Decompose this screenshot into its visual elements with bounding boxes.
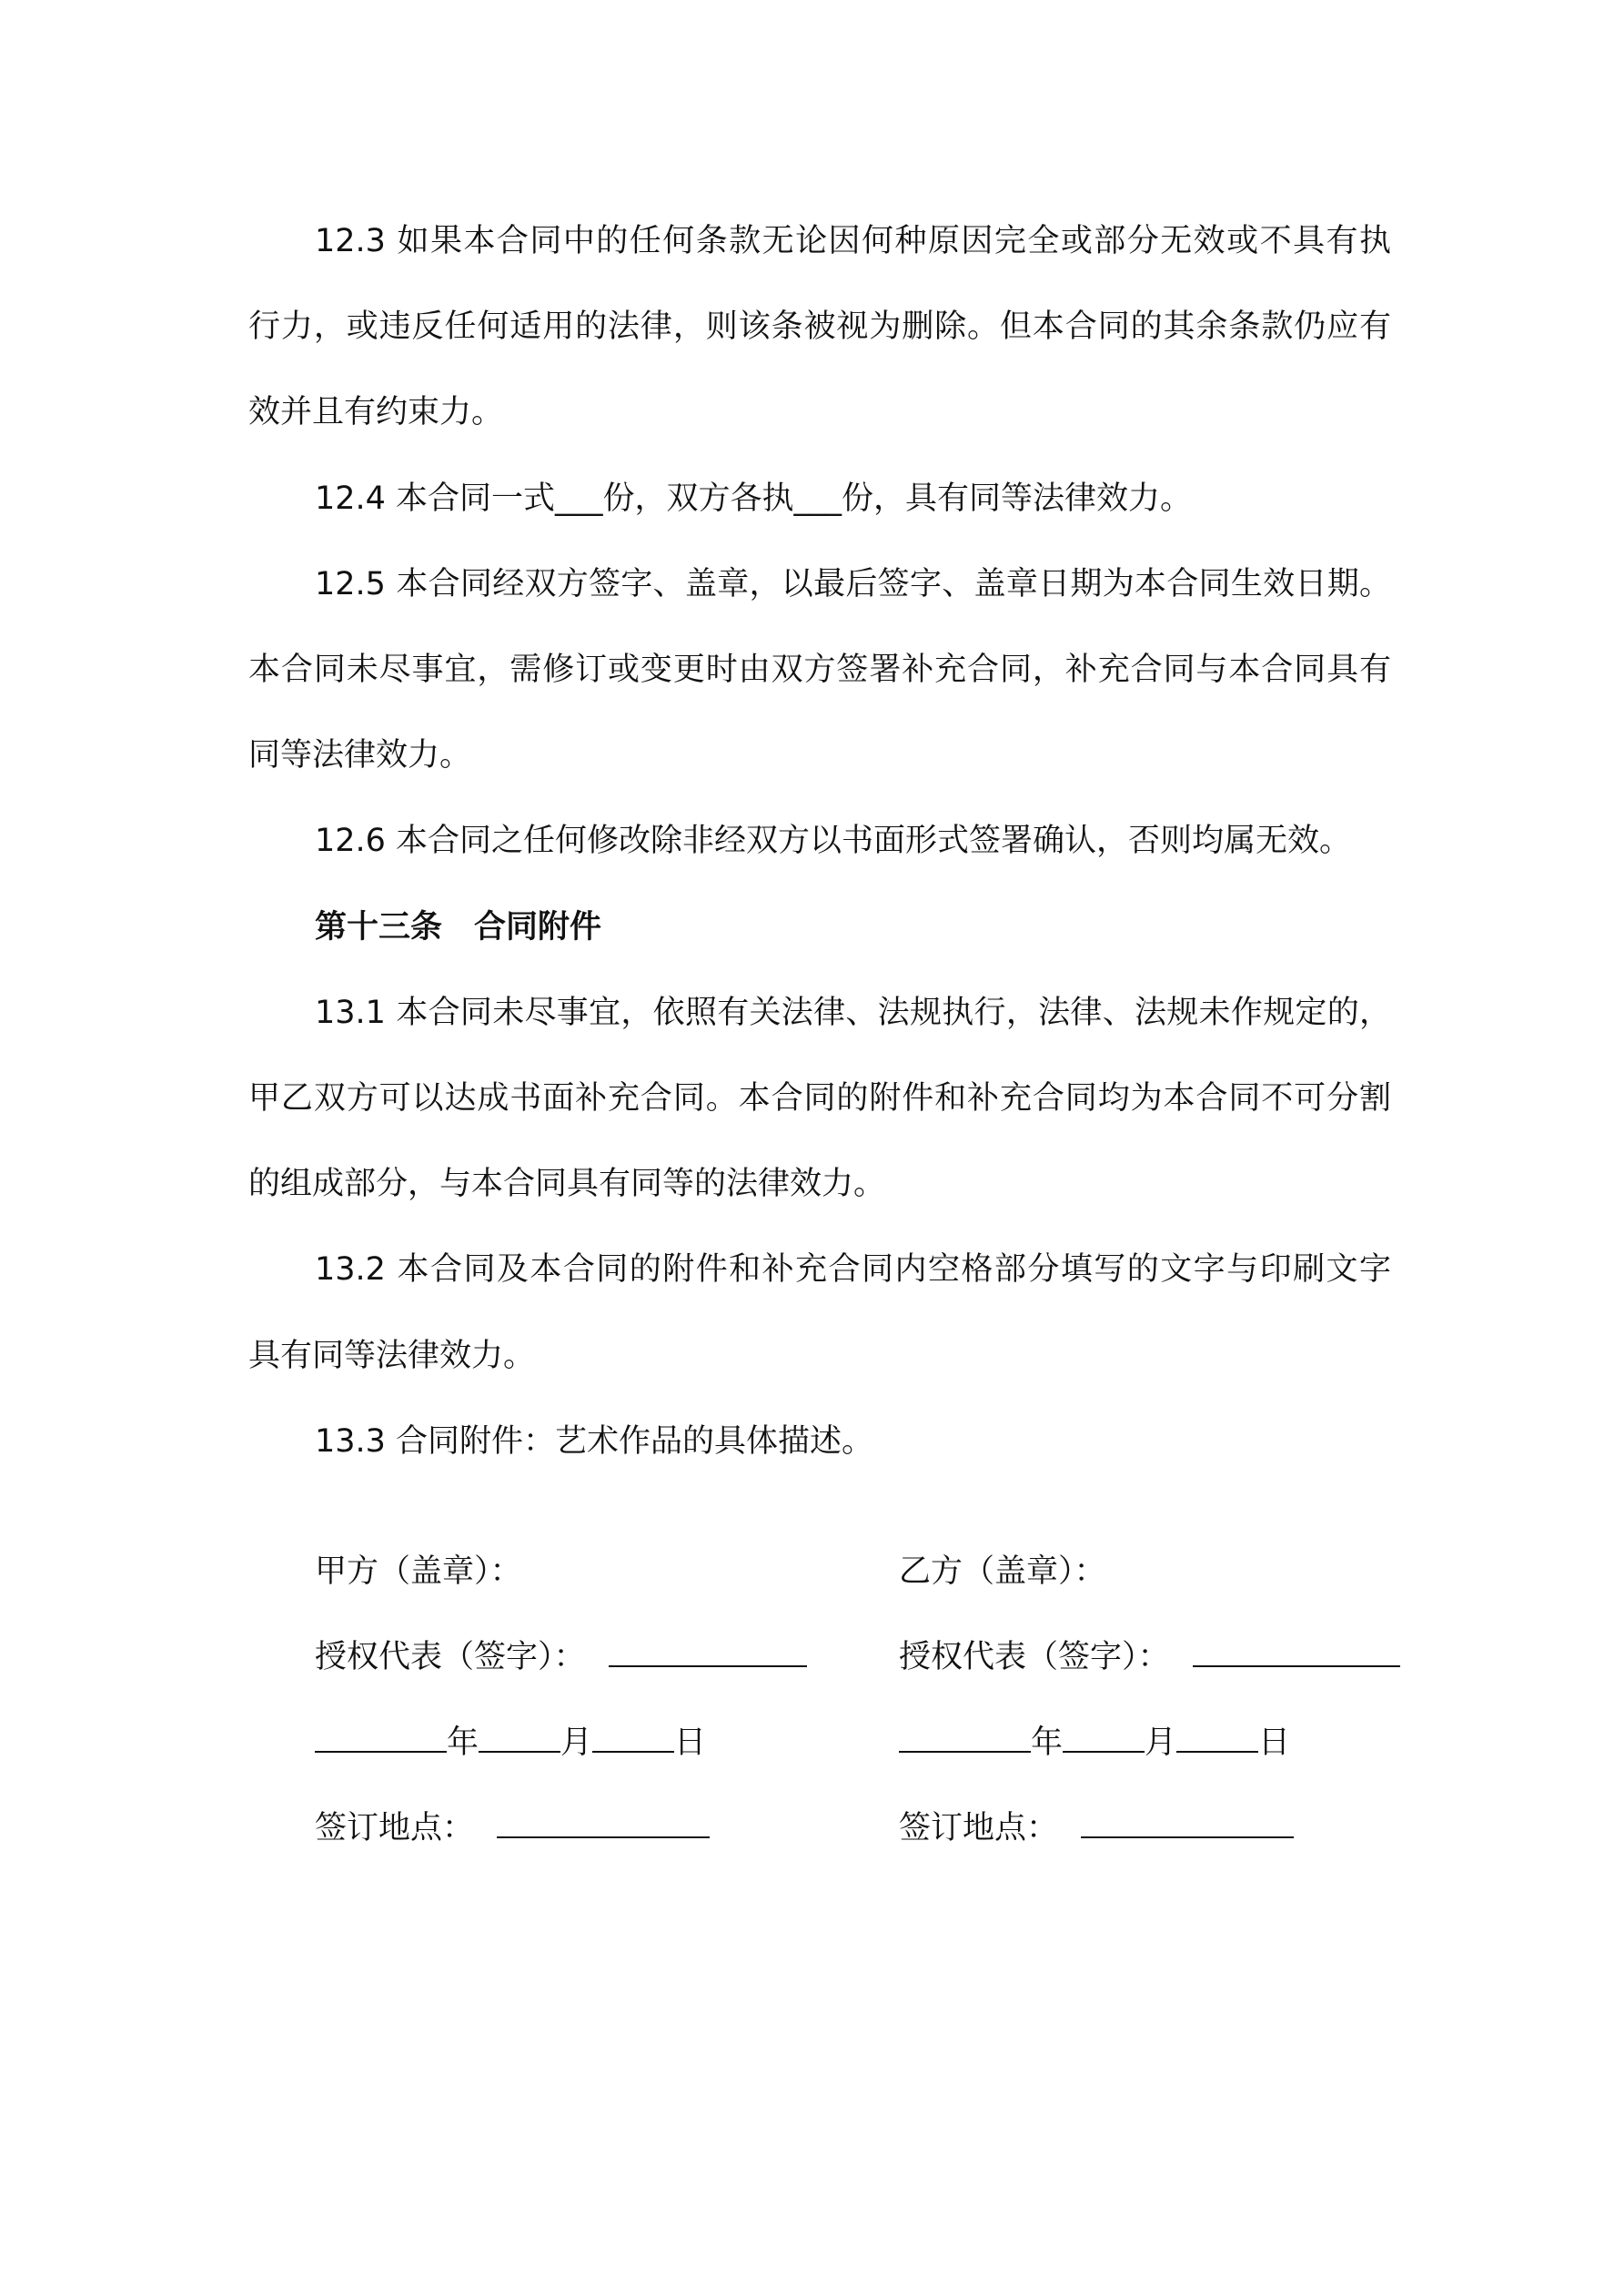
party-b-rep-label: 授权代表（签字）：	[899, 1639, 1170, 1675]
day-label: 日	[674, 1725, 707, 1761]
paragraph-line: 12.6 本合同之任何修改除非经双方以书面形式签署确认，否则均属无效。	[315, 823, 1352, 859]
paragraph-line: 效并且有约束力。	[248, 394, 504, 430]
paragraph-line: 13.2 本合同及本合同的附件和补充合同内空格部分填写的文字与印刷文字	[315, 1251, 1391, 1288]
party-b-place-blank[interactable]	[1081, 1815, 1294, 1838]
party-a-month-blank[interactable]	[479, 1729, 560, 1753]
party-b-rep-blank[interactable]	[1193, 1644, 1400, 1667]
party-b-day-blank[interactable]	[1176, 1729, 1258, 1753]
paragraph-line: 12.3 如果本合同中的任何条款无论因何种原因完全或部分无效或不具有执	[315, 223, 1391, 259]
paragraph-line: 具有同等法律效力。	[248, 1338, 536, 1374]
party-a-place-label: 签订地点：	[315, 1810, 475, 1846]
party-a-place-blank[interactable]	[497, 1815, 710, 1838]
year-label: 年	[1031, 1725, 1064, 1761]
party-a-day-blank[interactable]	[592, 1729, 674, 1753]
section-heading: 第十三条 合同附件	[315, 909, 602, 946]
party-b-seal-label: 乙方（盖章）：	[899, 1553, 1106, 1590]
year-label: 年	[447, 1725, 479, 1761]
paragraph-line: 12.4 本合同一式___份，双方各执___份，具有同等法律效力。	[315, 480, 1193, 517]
paragraph-line: 本合同未尽事宜，需修订或变更时由双方签署补充合同，补充合同与本合同具有	[248, 652, 1391, 688]
party-a-rep-label: 授权代表（签字）：	[315, 1639, 586, 1675]
month-label: 月	[560, 1725, 593, 1761]
party-a-rep-blank[interactable]	[609, 1644, 807, 1667]
paragraph-line: 同等法律效力。	[248, 737, 472, 774]
party-b-month-blank[interactable]	[1063, 1729, 1145, 1753]
paragraph-line: 12.5 本合同经双方签字、盖章，以最后签字、盖章日期为本合同生效日期。	[315, 566, 1391, 602]
party-b-rep-row	[899, 1614, 1400, 1700]
party-a-year-blank[interactable]	[315, 1729, 447, 1753]
paragraph-line: 13.3 合同附件：艺术作品的具体描述。	[315, 1423, 874, 1460]
party-a-date-row	[315, 1700, 706, 1785]
day-label: 日	[1258, 1725, 1291, 1761]
party-a-seal-label: 甲方（盖章）：	[315, 1553, 522, 1590]
party-a-place-row	[315, 1785, 710, 1871]
paragraph-line: 甲乙双方可以达成书面补充合同。本合同的附件和补充合同均为本合同不可分割	[248, 1080, 1391, 1117]
paragraph-line: 行力，或违反任何适用的法律，则该条被视为删除。但本合同的其余条款仍应有	[248, 308, 1391, 345]
party-b-date-row	[899, 1700, 1290, 1785]
month-label: 月	[1145, 1725, 1177, 1761]
party-b-place-label: 签订地点：	[899, 1810, 1059, 1846]
party-b-year-blank[interactable]	[899, 1729, 1031, 1753]
paragraph-line: 的组成部分，与本合同具有同等的法律效力。	[248, 1166, 886, 1202]
paragraph-line: 13.1 本合同未尽事宜，依照有关法律、法规执行，法律、法规未作规定的，	[315, 995, 1391, 1031]
party-a-rep-row	[315, 1614, 807, 1700]
party-b-place-row	[899, 1785, 1294, 1871]
